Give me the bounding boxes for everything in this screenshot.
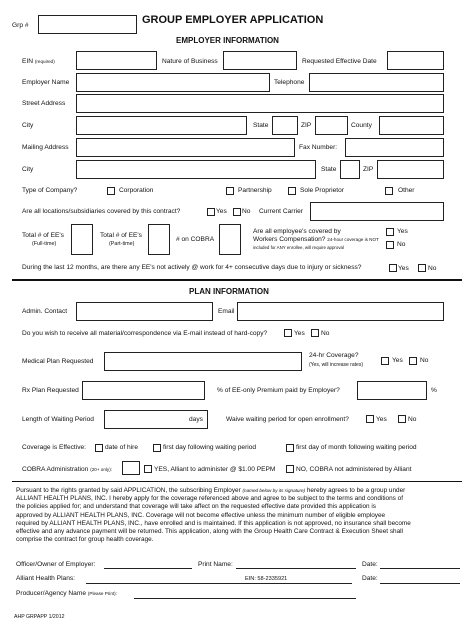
employer-name-label: Employer Name	[22, 79, 70, 86]
materials-label: Do you wish to receive all material/correspondence via E-mail instead of hard-copy?	[22, 330, 268, 337]
mailing-state-label: State	[321, 166, 337, 173]
fax-label: Fax Number:	[299, 144, 338, 151]
producer-line[interactable]	[134, 598, 356, 599]
effective-date-label: Requested Effective Date	[302, 58, 377, 65]
workers-comp-no-label: No	[397, 241, 406, 248]
ein-field[interactable]	[76, 51, 157, 70]
telephone-label: Telephone	[274, 79, 305, 86]
coverage24-yes-label: Yes	[392, 357, 403, 364]
current-carrier-field[interactable]	[310, 202, 444, 221]
agreement-divider	[12, 481, 462, 482]
zip-field[interactable]	[315, 116, 348, 135]
zip-label: ZIP	[301, 122, 312, 129]
mailing-state-field[interactable]	[340, 160, 360, 179]
officer-label: Officer/Owner of Employer:	[16, 561, 96, 568]
days-label: days	[189, 416, 203, 423]
waiting-period-label: Length of Waiting Period	[22, 416, 94, 423]
coverage24-note: (Yes, will increase rates)	[309, 362, 364, 368]
page-title: GROUP EMPLOYER APPLICATION	[142, 14, 324, 26]
section-divider	[12, 279, 462, 281]
email-field[interactable]	[237, 302, 444, 321]
last12-no-label: No	[428, 265, 437, 272]
sole-proprietor-checkbox[interactable]	[288, 187, 296, 195]
mailing-field[interactable]	[76, 138, 295, 157]
ein-value: EIN: 58-2335921	[245, 576, 288, 582]
coverage24-label: 24-hr Coverage?	[309, 352, 359, 359]
last12-yes-checkbox[interactable]	[389, 264, 397, 272]
admin-contact-label: Admin. Contact	[22, 308, 68, 315]
print-name-line[interactable]	[236, 568, 356, 569]
other-checkbox[interactable]	[385, 187, 393, 195]
coverage24-no-label: No	[420, 357, 429, 364]
mailing-label: Mailing Address	[22, 144, 69, 151]
corporation-label: Corporation	[119, 187, 154, 194]
on-cobra-label: # on COBRA	[176, 236, 215, 243]
cobra-yes-checkbox[interactable]	[144, 465, 152, 473]
total-ees-parttime-label: Total # of EE's	[100, 232, 142, 239]
coverage-effective-label: Coverage is Effective:	[22, 444, 87, 451]
last12-label: During the last 12 months, are there any EE's not actively @ work for 4+ consecutive days due to injury or sickness?	[22, 264, 362, 271]
sole-proprietor-label: Sole Proprietor	[300, 187, 344, 194]
on-cobra-field[interactable]	[219, 224, 241, 255]
employer-name-field[interactable]	[76, 73, 270, 92]
materials-yes-checkbox[interactable]	[284, 329, 292, 337]
alliant-signature-line[interactable]	[86, 583, 352, 584]
first-day-checkbox[interactable]	[153, 444, 161, 452]
producer-label: Producer/Agency Name (Please Print):	[16, 590, 117, 597]
fulltime-sublabel: (Full-time)	[32, 241, 57, 247]
last12-no-checkbox[interactable]	[418, 264, 426, 272]
locations-yes-label: Yes	[216, 208, 227, 215]
cobra-yes-label: YES, Alliant to administer @ $1.00 PEPM	[154, 466, 276, 473]
admin-contact-field[interactable]	[76, 302, 213, 321]
section-title-employer: EMPLOYER INFORMATION	[176, 36, 279, 45]
coverage24-no-checkbox[interactable]	[409, 357, 417, 365]
first-month-label: first day of month following waiting period	[296, 444, 417, 451]
section-title-plan: PLAN INFORMATION	[189, 287, 269, 296]
workers-comp-note: included for ANY enrollee, will require approval	[253, 245, 344, 250]
state-field[interactable]	[272, 116, 298, 135]
cobra-no-label: NO, COBRA not administered by Alliant	[296, 466, 412, 473]
total-ees-fulltime-label: Total # of EE's	[22, 232, 64, 239]
nature-label: Nature of Business	[162, 58, 218, 65]
materials-yes-label: Yes	[294, 330, 305, 337]
cobra-admin-field[interactable]	[122, 461, 140, 475]
fax-field[interactable]	[345, 138, 444, 157]
email-label: Email	[218, 308, 235, 315]
street-field[interactable]	[76, 94, 444, 113]
mailing-city-field[interactable]	[76, 160, 316, 179]
waive-yes-checkbox[interactable]	[366, 415, 374, 423]
partnership-checkbox[interactable]	[226, 187, 234, 195]
all-locations-label: Are all locations/subsidiaries covered by this contract?	[22, 208, 181, 215]
mailing-zip-field[interactable]	[377, 160, 444, 179]
medical-plan-field[interactable]	[104, 352, 302, 371]
county-label: County	[351, 122, 372, 129]
grp-number-field[interactable]	[38, 15, 137, 34]
county-field[interactable]	[379, 116, 444, 135]
form-footer: AHP GRPAPP 1/2012	[14, 614, 65, 620]
telephone-field[interactable]	[309, 73, 444, 92]
date-line[interactable]	[380, 568, 460, 569]
parttime-sublabel: (Part-time)	[109, 241, 135, 247]
workers-comp-yes-checkbox[interactable]	[386, 228, 394, 236]
date2-line[interactable]	[380, 583, 460, 584]
street-label: Street Address	[22, 100, 66, 107]
waive-no-label: No	[408, 416, 417, 423]
date-of-hire-label: date of hire	[105, 444, 138, 451]
date-label: Date:	[362, 561, 378, 568]
workers-comp-label-a: Are all employee's covered by	[253, 228, 341, 235]
print-name-label: Print Name:	[198, 561, 233, 568]
waive-no-checkbox[interactable]	[398, 415, 406, 423]
first-day-label: first day following waiting period	[163, 444, 257, 451]
mailing-zip-label: ZIP	[363, 166, 374, 173]
workers-comp-no-checkbox[interactable]	[386, 241, 394, 249]
materials-no-checkbox[interactable]	[311, 329, 319, 337]
total-ees-parttime-field[interactable]	[148, 224, 170, 255]
first-month-checkbox[interactable]	[286, 444, 294, 452]
premium-pct-label: % of EE-only Premium paid by Employer?	[217, 387, 340, 394]
locations-yes-checkbox[interactable]	[207, 208, 215, 216]
other-label: Other	[398, 187, 415, 194]
total-ees-fulltime-field[interactable]	[71, 224, 93, 255]
grp-label: Grp #	[12, 22, 29, 29]
locations-no-label: No	[242, 208, 251, 215]
workers-comp-yes-label: Yes	[397, 228, 408, 235]
premium-pct-field[interactable]	[357, 381, 427, 400]
rx-plan-field[interactable]	[82, 381, 205, 400]
last12-yes-label: Yes	[398, 265, 409, 272]
rx-plan-label: Rx Plan Requested	[22, 387, 79, 394]
waive-yes-label: Yes	[376, 416, 387, 423]
alliant-label: Alliant Health Plans:	[16, 575, 76, 582]
date2-label: Date:	[362, 575, 378, 582]
mailing-city-label: City	[22, 166, 34, 173]
medical-plan-label: Medical Plan Requested	[22, 358, 94, 365]
ein-label: EIN (required)	[22, 58, 55, 65]
officer-signature-line[interactable]	[104, 568, 192, 569]
city-label: City	[22, 122, 34, 129]
partnership-label: Partnership	[238, 187, 272, 194]
cobra-admin-label: COBRA Administration (20+ only):	[22, 466, 113, 473]
waive-label: Waive waiting period for open enrollment?	[226, 416, 349, 423]
effective-date-field[interactable]	[387, 51, 444, 70]
nature-field[interactable]	[223, 51, 297, 70]
date-of-hire-checkbox[interactable]	[95, 444, 103, 452]
percent-sign: %	[431, 387, 437, 394]
current-carrier-label: Current Carrier	[259, 208, 303, 215]
corporation-checkbox[interactable]	[107, 187, 115, 195]
agreement-text: Pursuant to the rights granted by said APPLICATION, the subscribing Employer (named below by its signature) hereby agrees to be a group under ALLIANT HEALTH PLANS, INC. I hereby apply for the coverage referenced above and agree to be subject to the terms and conditions of the policies applied for; and understand that coverage will take affect on the requested effective date provided this application is approved by ALLIANT HEALTH PLANS, INC. Coverage will not become effective unless the minimum number of eligible employee required by ALLIANT HEALTH PLANS, INC., have enrolled and is maintained. If this application is not approved, no insurance shall become effective and any advance payment will be returned. This application, along with the Group Health Care Contract & Execution Sheet shall comprise the contract for group health coverage.	[16, 487, 411, 544]
workers-comp-label-b: Workers Compensation? 24-hour coverage is NOT	[253, 236, 379, 243]
cobra-no-checkbox[interactable]	[286, 465, 294, 473]
coverage24-yes-checkbox[interactable]	[381, 357, 389, 365]
materials-no-label: No	[321, 330, 330, 337]
city-field[interactable]	[76, 116, 247, 135]
company-type-label: Type of Company?	[22, 187, 78, 194]
state-label: State	[253, 122, 269, 129]
locations-no-checkbox[interactable]	[233, 208, 241, 216]
